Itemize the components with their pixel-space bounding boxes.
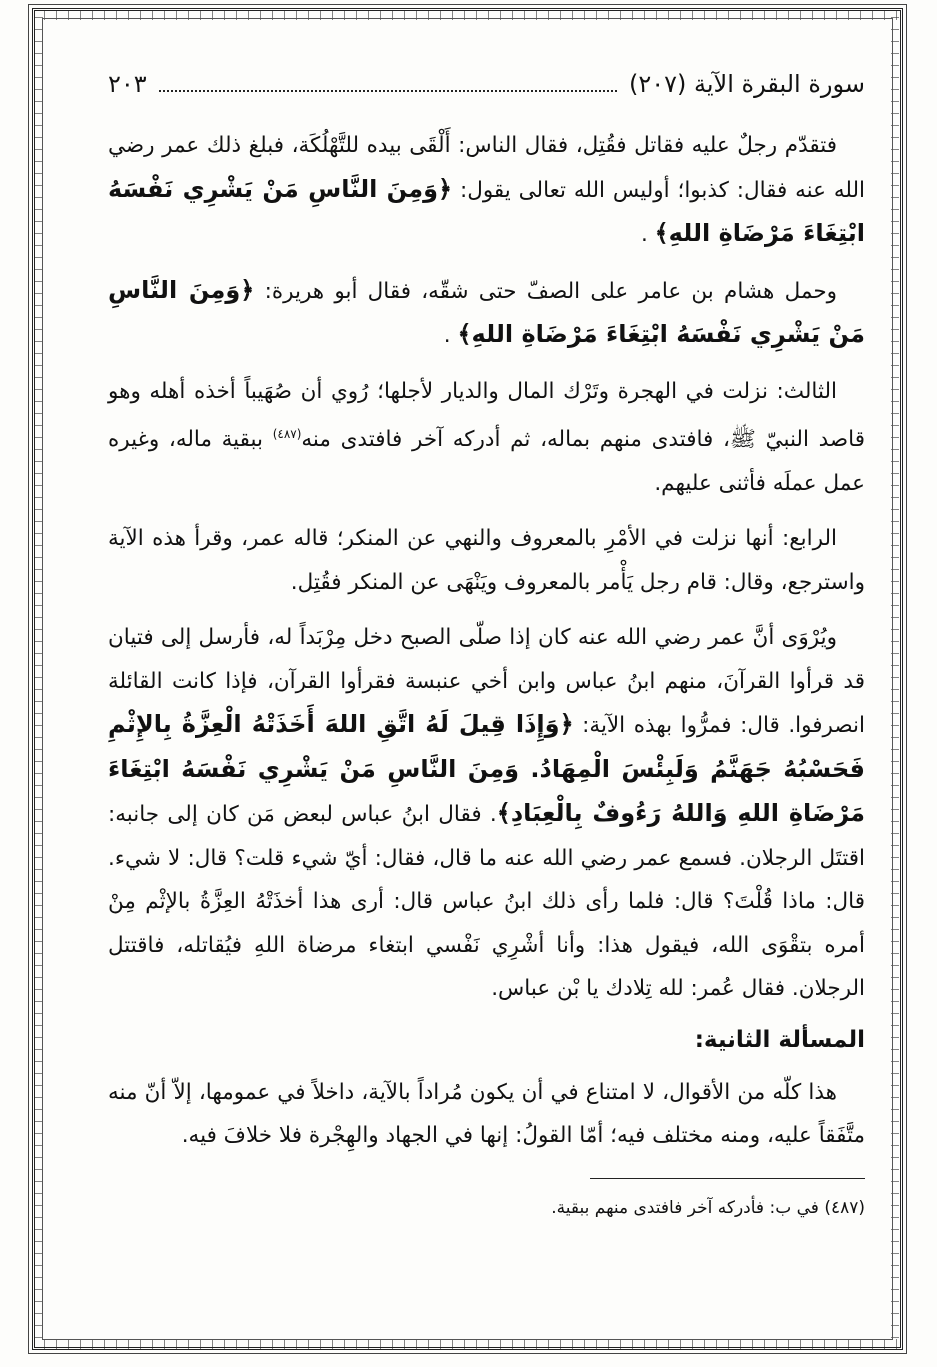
closing-paragraph: هذا كلّه من الأقوال، لا امتناع في أن يكون مُراداً بالآية، داخلاً في عمومها، إلاّ أنّ منه متَّفَقاً عليه، ومنه مختلف فيه؛ أمّا القولُ: إنها في الجهاد والهِجْرة فلا خلافَ فيه. [108, 1079, 865, 1149]
paragraph-text: فتقدّم رجلٌ عليه فقاتل فقُتِل، فقال الناس: أَلْقَى بيده للتَّهْلُكَة، فبلغ ذلك عمر رضي الله عنه فقال: كذبوا؛ أوليس الله تعالى يقول: [108, 133, 866, 203]
quran-verse: ﴿وَمِنَ النَّاسِ مَنْ يَشْرِي نَفْسَهُ ابْتِغَاءَ مَرْضَاةِ اللهِ﴾ [108, 174, 865, 247]
paragraph-4: الرابع: أنها نزلت في الأمْرِ بالمعروف والنهي عن المنكر؛ قاله عمر، وقرأ هذه الآية واسترجع، وقال: قام رجل يَأْمر بالمعروف ويَنْهَى عن المنكر فقُتِل. [108, 526, 865, 595]
paragraph-end: . [640, 222, 655, 247]
page-content [108, 70, 865, 1223]
footnote-number: (٤٨٧) [824, 1197, 865, 1218]
running-head [108, 70, 865, 110]
paragraph-text: الثالث: نزلت في الهجرة وتَرْك المال والديار لأجلها؛ رُوي أن صُهَيباً أخذه أهله وهو قاصد النبيّ ﷺ، فافتدى منهم بماله، ثم أدركه آخر فافتدى منه [108, 378, 865, 453]
quran-verse: ﴿وَمِنَ النَّاسِ مَنْ يَشْرِي نَفْسَهُ ابْتِغَاءَ مَرْضَاةِ اللهِ﴾ [108, 275, 865, 348]
paragraph-5 [108, 616, 865, 1011]
paragraph-text: وحمل هشام بن عامر على الصفّ حتى شقّه، فقال أبو هريرة: [254, 278, 837, 304]
footnote-divider [590, 1178, 865, 1179]
paragraph-2 [108, 269, 865, 358]
footnote-text: في ب: فأدركه آخر فافتدى منهم ببقية. [551, 1197, 819, 1218]
paragraph-text: ببقية ماله، وغيره عمل عملَه فأثنى عليهم. [108, 427, 865, 496]
section-heading: المسألة الثانية: [694, 1026, 865, 1053]
quran-verse: ﴿وَإِذَا قِيلَ لَهُ اتَّقِ اللهَ أَخَذَتْهُ الْعِزَّةُ بِالإِثْمِ فَحَسْبُهُ جَهَنَّمُ وَلَبِئْسَ الْمِهَادُ. وَمِنَ النَّاسِ مَنْ يَشْرِي نَفْسَهُ ابْتِغَاءَ مَرْضَاةِ اللهِ وَاللهُ رَءُوفٌ بِالْعِبَادِ﴾ [108, 710, 865, 828]
page-number: ٢٠٣ [108, 70, 147, 98]
footnote-reference[interactable]: (٤٨٧) [272, 427, 302, 441]
paragraph-1 [108, 124, 865, 257]
paragraph-text: ويُرْوَى أنَّ عمر رضي الله عنه كان إذا صلّى الصبح دخل مِرْبَداً له، فأرسل إلى فتيان قد قرأوا القرآنَ، منهم ابنُ عباس وابن أخي عنبسة فقرأوا القرآن، فإذا كانت القائلة انصرفوا. قال: فمرُّوا بهذه الآية: [108, 625, 865, 739]
footnote [108, 1193, 865, 1223]
leader-dots [159, 76, 617, 92]
paragraph-3 [108, 370, 865, 506]
paragraph-text: . فقال ابنُ عباس لبعض مَن كان إلى جانبه: اقتتَل الرجلان. فسمع عمر رضي الله عنه ما قال، فقال: أيّ شيء قلت؟ قال: لا شيء. قال: ماذا قُلْتَ؟ قال: فلما رأى ذلك ابنُ عباس قال: أرى هذا أخذَتْهُ العِزَّةُ بالإثْم مِنْ أمره بتقْوَى الله، فيقول هذا: وأنا أشْرِي نَفْسي ابتغاء مرضاة اللهِ فيُقاتله، فاقتتل الرجلان. فقال عُمر: لله تِلادك يا بْن عباس. [108, 802, 865, 1002]
surah-title: سورة البقرة الآية (٢٠٧) [628, 70, 865, 98]
paragraph-end: . [443, 323, 458, 348]
